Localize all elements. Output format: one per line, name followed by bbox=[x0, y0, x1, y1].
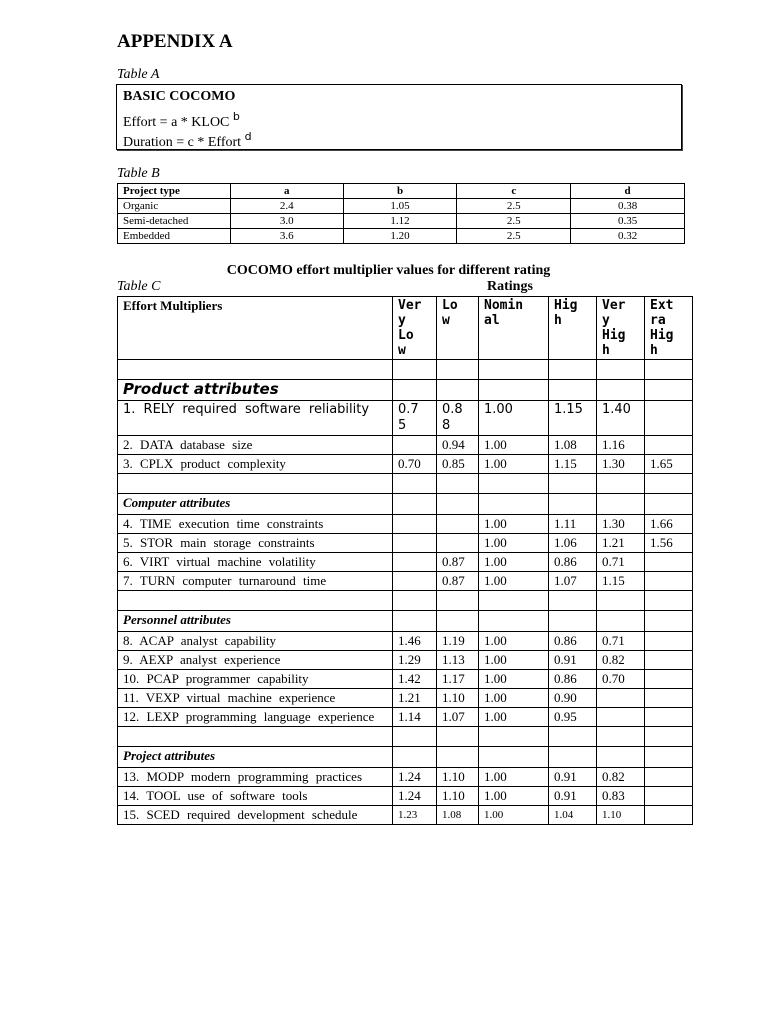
multiplier-value: 1.00 bbox=[479, 708, 549, 727]
effort-multiplier-table bbox=[117, 296, 693, 825]
multiplier-value bbox=[437, 515, 479, 534]
table-row bbox=[118, 214, 685, 229]
multiplier-value bbox=[393, 436, 437, 455]
duration-formula-text: Duration = c * Effort bbox=[123, 135, 242, 150]
section-row bbox=[118, 747, 693, 768]
multiplier-value: 1.13 bbox=[437, 651, 479, 670]
table-b-cell: 2.4 bbox=[230, 199, 343, 214]
multiplier-value: 1.07 bbox=[437, 708, 479, 727]
multiplier-label: 4. TIME execution time constraints bbox=[118, 515, 393, 534]
multiplier-value: 1.00 bbox=[479, 689, 549, 708]
multiplier-value bbox=[393, 553, 437, 572]
multiplier-value: 0.8 8 bbox=[437, 401, 479, 436]
multiplier-label: 6. VIRT virtual machine volatility bbox=[118, 553, 393, 572]
multiplier-value: 1.40 bbox=[597, 401, 645, 436]
multiplier-value: 1.06 bbox=[549, 534, 597, 553]
rating-header: Nomin al bbox=[479, 297, 549, 360]
section-heading: Project attributes bbox=[118, 747, 393, 768]
multiplier-value: 1.00 bbox=[479, 553, 549, 572]
table-row bbox=[118, 401, 693, 436]
table-row bbox=[118, 651, 693, 670]
rating-header: Lo w bbox=[437, 297, 479, 360]
table-b-cell: 1.20 bbox=[343, 229, 457, 244]
multiplier-value: 1.08 bbox=[549, 436, 597, 455]
blank-cell bbox=[597, 591, 645, 611]
section-blank-cell bbox=[437, 494, 479, 515]
multiplier-value: 0.91 bbox=[549, 768, 597, 787]
blank-cell bbox=[597, 474, 645, 494]
section-heading: Personnel attributes bbox=[118, 611, 393, 632]
multiplier-value: 1.00 bbox=[479, 534, 549, 553]
blank-cell bbox=[437, 474, 479, 494]
multiplier-value bbox=[645, 768, 693, 787]
multiplier-value: 0.91 bbox=[549, 787, 597, 806]
multiplier-value: 1.21 bbox=[393, 689, 437, 708]
multiplier-value: 1.10 bbox=[437, 768, 479, 787]
table-b-cell: 0.32 bbox=[571, 229, 685, 244]
section-blank-cell bbox=[479, 380, 549, 401]
multiplier-label: 3. CPLX product complexity bbox=[118, 455, 393, 474]
multiplier-value: 0.70 bbox=[597, 670, 645, 689]
multiplier-value bbox=[645, 708, 693, 727]
blank-cell bbox=[437, 727, 479, 747]
basic-cocomo-box bbox=[116, 84, 682, 150]
project-type-table bbox=[117, 183, 685, 244]
table-row bbox=[118, 534, 693, 553]
blank-row bbox=[118, 727, 693, 747]
duration-exponent: d bbox=[244, 130, 252, 143]
multiplier-value: 1.17 bbox=[437, 670, 479, 689]
blank-cell bbox=[479, 360, 549, 380]
duration-formula bbox=[123, 127, 675, 150]
section-blank-cell bbox=[479, 611, 549, 632]
blank-cell bbox=[393, 727, 437, 747]
multiplier-value: 0.91 bbox=[549, 651, 597, 670]
effort-exponent: b bbox=[232, 110, 240, 123]
multiplier-label: 10. PCAP programmer capability bbox=[118, 670, 393, 689]
multiplier-value bbox=[645, 572, 693, 591]
multiplier-value: 1.56 bbox=[645, 534, 693, 553]
section-blank-cell bbox=[437, 611, 479, 632]
section-blank-cell bbox=[393, 380, 437, 401]
blank-cell bbox=[479, 474, 549, 494]
table-b-header-cell: b bbox=[343, 184, 457, 199]
multiplier-label: 12. LEXP programming language experience bbox=[118, 708, 393, 727]
effort-formula bbox=[123, 107, 675, 130]
table-b-cell: 1.12 bbox=[343, 214, 457, 229]
blank-cell bbox=[118, 474, 393, 494]
multiplier-value bbox=[645, 670, 693, 689]
table-b-cell: Semi-detached bbox=[118, 214, 231, 229]
table-b-header-row bbox=[118, 184, 685, 199]
multiplier-label: 1. RELY required software reliability bbox=[118, 401, 393, 436]
multiplier-value: 1.07 bbox=[549, 572, 597, 591]
multiplier-value: 1.19 bbox=[437, 632, 479, 651]
multiplier-value: 1.30 bbox=[597, 515, 645, 534]
section-blank-cell bbox=[393, 747, 437, 768]
blank-cell bbox=[118, 591, 393, 611]
multiplier-label: 7. TURN computer turnaround time bbox=[118, 572, 393, 591]
multiplier-value: 1.00 bbox=[479, 768, 549, 787]
blank-row bbox=[118, 360, 693, 380]
section-row bbox=[118, 611, 693, 632]
section-row bbox=[118, 494, 693, 515]
table-b-header-cell: a bbox=[230, 184, 343, 199]
table-b-cell: 3.0 bbox=[230, 214, 343, 229]
section-heading: Product attributes bbox=[118, 380, 393, 401]
multiplier-value bbox=[645, 787, 693, 806]
multiplier-value: 0.82 bbox=[597, 768, 645, 787]
multiplier-value: 1.10 bbox=[437, 787, 479, 806]
effort-multipliers-header: Effort Multipliers bbox=[118, 297, 393, 360]
effort-formula-text: Effort = a * KLOC bbox=[123, 115, 230, 130]
table-row bbox=[118, 553, 693, 572]
multiplier-value: 1.21 bbox=[597, 534, 645, 553]
table-row bbox=[118, 806, 693, 825]
multiplier-value: 1.24 bbox=[393, 787, 437, 806]
rating-header: Ver y Lo w bbox=[393, 297, 437, 360]
blank-cell bbox=[645, 727, 693, 747]
multiplier-value: 1.04 bbox=[549, 806, 597, 825]
section-blank-cell bbox=[645, 611, 693, 632]
multiplier-value: 0.85 bbox=[437, 455, 479, 474]
multiplier-value: 0.86 bbox=[549, 553, 597, 572]
blank-cell bbox=[479, 591, 549, 611]
multiplier-value bbox=[393, 572, 437, 591]
multiplier-value: 0.90 bbox=[549, 689, 597, 708]
multiplier-value: 1.00 bbox=[479, 572, 549, 591]
multiplier-value: 1.00 bbox=[479, 401, 549, 436]
rating-header: Ver y Hig h bbox=[597, 297, 645, 360]
section-blank-cell bbox=[479, 494, 549, 515]
table-b-header-cell: c bbox=[457, 184, 571, 199]
multiplier-value: 1.11 bbox=[549, 515, 597, 534]
blank-cell bbox=[645, 474, 693, 494]
multiplier-value: 0.83 bbox=[597, 787, 645, 806]
multiplier-value: 1.66 bbox=[645, 515, 693, 534]
multiplier-label: 15. SCED required development schedule bbox=[118, 806, 393, 825]
multiplier-value: 0.71 bbox=[597, 553, 645, 572]
multiplier-value bbox=[645, 553, 693, 572]
multiplier-label: 2. DATA database size bbox=[118, 436, 393, 455]
multiplier-value: 0.71 bbox=[597, 632, 645, 651]
section-blank-cell bbox=[549, 747, 597, 768]
multiplier-value: 1.16 bbox=[597, 436, 645, 455]
section-blank-cell bbox=[393, 494, 437, 515]
table-row bbox=[118, 670, 693, 689]
rating-header: Ext ra Hig h bbox=[645, 297, 693, 360]
blank-cell bbox=[549, 591, 597, 611]
section-blank-cell bbox=[597, 494, 645, 515]
section-blank-cell bbox=[549, 494, 597, 515]
multiplier-label: 14. TOOL use of software tools bbox=[118, 787, 393, 806]
multiplier-value: 0.70 bbox=[393, 455, 437, 474]
blank-cell bbox=[118, 360, 393, 380]
page-title: APPENDIX A bbox=[117, 31, 233, 52]
section-heading: Computer attributes bbox=[118, 494, 393, 515]
multiplier-value: 1.14 bbox=[393, 708, 437, 727]
multiplier-value bbox=[393, 534, 437, 553]
multiplier-value: 1.00 bbox=[479, 670, 549, 689]
section-blank-cell bbox=[549, 380, 597, 401]
rating-header: Hig h bbox=[549, 297, 597, 360]
section-blank-cell bbox=[597, 611, 645, 632]
multiplier-value bbox=[597, 708, 645, 727]
multiplier-label: 5. STOR main storage constraints bbox=[118, 534, 393, 553]
multiplier-value: 0.86 bbox=[549, 670, 597, 689]
multiplier-value bbox=[645, 632, 693, 651]
blank-cell bbox=[645, 591, 693, 611]
table-row bbox=[118, 708, 693, 727]
multiplier-value: 1.42 bbox=[393, 670, 437, 689]
multiplier-value bbox=[645, 689, 693, 708]
blank-cell bbox=[549, 360, 597, 380]
section-blank-cell bbox=[645, 747, 693, 768]
multiplier-value: 0.7 5 bbox=[393, 401, 437, 436]
blank-row bbox=[118, 591, 693, 611]
table-row bbox=[118, 455, 693, 474]
table-row bbox=[118, 229, 685, 244]
table-b-cell: 0.38 bbox=[571, 199, 685, 214]
blank-cell bbox=[645, 360, 693, 380]
table-row bbox=[118, 787, 693, 806]
multiplier-label: 9. AEXP analyst experience bbox=[118, 651, 393, 670]
multiplier-value: 1.29 bbox=[393, 651, 437, 670]
multiplier-label: 13. MODP modern programming practices bbox=[118, 768, 393, 787]
multiplier-value: 1.00 bbox=[479, 632, 549, 651]
multiplier-value bbox=[437, 534, 479, 553]
blank-cell bbox=[393, 474, 437, 494]
multiplier-value: 1.00 bbox=[479, 651, 549, 670]
table-b-cell: Embedded bbox=[118, 229, 231, 244]
blank-row bbox=[118, 474, 693, 494]
table-b-cell: 3.6 bbox=[230, 229, 343, 244]
table-b-header-cell: Project type bbox=[118, 184, 231, 199]
table-b-cell: Organic bbox=[118, 199, 231, 214]
ratings-label: Ratings bbox=[487, 279, 533, 294]
multiplier-value: 0.95 bbox=[549, 708, 597, 727]
table-row bbox=[118, 572, 693, 591]
blank-cell bbox=[549, 727, 597, 747]
blank-cell bbox=[597, 360, 645, 380]
table-a-caption: Table A bbox=[117, 67, 160, 82]
multiplier-label: 8. ACAP analyst capability bbox=[118, 632, 393, 651]
blank-cell bbox=[437, 591, 479, 611]
multiplier-value: 1.00 bbox=[479, 515, 549, 534]
multiplier-value: 1.00 bbox=[479, 806, 549, 825]
table-b-cell: 2.5 bbox=[457, 229, 571, 244]
multiplier-value bbox=[645, 401, 693, 436]
multiplier-value: 1.23 bbox=[393, 806, 437, 825]
table-c-caption: Table C bbox=[117, 279, 161, 294]
multiplier-value: 0.94 bbox=[437, 436, 479, 455]
multiplier-value: 1.65 bbox=[645, 455, 693, 474]
multiplier-value: 1.00 bbox=[479, 787, 549, 806]
multiplier-value: 1.00 bbox=[479, 455, 549, 474]
section-blank-cell bbox=[479, 747, 549, 768]
table-b-cell: 2.5 bbox=[457, 214, 571, 229]
multiplier-value bbox=[393, 515, 437, 534]
multiplier-value bbox=[645, 806, 693, 825]
blank-cell bbox=[549, 474, 597, 494]
multiplier-value: 1.15 bbox=[549, 455, 597, 474]
blank-cell bbox=[437, 360, 479, 380]
section-blank-cell bbox=[393, 611, 437, 632]
section-blank-cell bbox=[597, 380, 645, 401]
section-blank-cell bbox=[645, 494, 693, 515]
section-blank-cell bbox=[597, 747, 645, 768]
section-blank-cell bbox=[549, 611, 597, 632]
multiplier-value bbox=[645, 651, 693, 670]
table-row bbox=[118, 689, 693, 708]
table-b-cell: 2.5 bbox=[457, 199, 571, 214]
table-row bbox=[118, 632, 693, 651]
table-c-title: COCOMO effort multiplier values for different rating bbox=[226, 263, 551, 278]
table-b-caption: Table B bbox=[117, 166, 160, 181]
multiplier-value: 1.10 bbox=[437, 689, 479, 708]
multiplier-value: 1.24 bbox=[393, 768, 437, 787]
blank-cell bbox=[393, 360, 437, 380]
multiplier-value bbox=[645, 436, 693, 455]
table-row bbox=[118, 199, 685, 214]
section-blank-cell bbox=[437, 380, 479, 401]
table-c-header-row bbox=[118, 297, 693, 360]
table-b-cell: 1.05 bbox=[343, 199, 457, 214]
multiplier-value: 1.15 bbox=[597, 572, 645, 591]
section-blank-cell bbox=[437, 747, 479, 768]
multiplier-value bbox=[597, 689, 645, 708]
blank-cell bbox=[118, 727, 393, 747]
section-row bbox=[118, 380, 693, 401]
multiplier-value: 1.08 bbox=[437, 806, 479, 825]
table-row bbox=[118, 768, 693, 787]
multiplier-value: 1.15 bbox=[549, 401, 597, 436]
multiplier-label: 11. VEXP virtual machine experience bbox=[118, 689, 393, 708]
multiplier-value: 1.30 bbox=[597, 455, 645, 474]
blank-cell bbox=[597, 727, 645, 747]
blank-cell bbox=[393, 591, 437, 611]
multiplier-value: 0.82 bbox=[597, 651, 645, 670]
table-b-header-cell: d bbox=[571, 184, 685, 199]
table-b-cell: 0.35 bbox=[571, 214, 685, 229]
blank-cell bbox=[479, 727, 549, 747]
table-row bbox=[118, 515, 693, 534]
multiplier-value: 0.87 bbox=[437, 553, 479, 572]
multiplier-value: 1.10 bbox=[597, 806, 645, 825]
section-blank-cell bbox=[645, 380, 693, 401]
table-row bbox=[118, 436, 693, 455]
multiplier-value: 0.87 bbox=[437, 572, 479, 591]
multiplier-value: 0.86 bbox=[549, 632, 597, 651]
basic-cocomo-heading: BASIC COCOMO bbox=[123, 89, 236, 104]
multiplier-value: 1.46 bbox=[393, 632, 437, 651]
multiplier-value: 1.00 bbox=[479, 436, 549, 455]
